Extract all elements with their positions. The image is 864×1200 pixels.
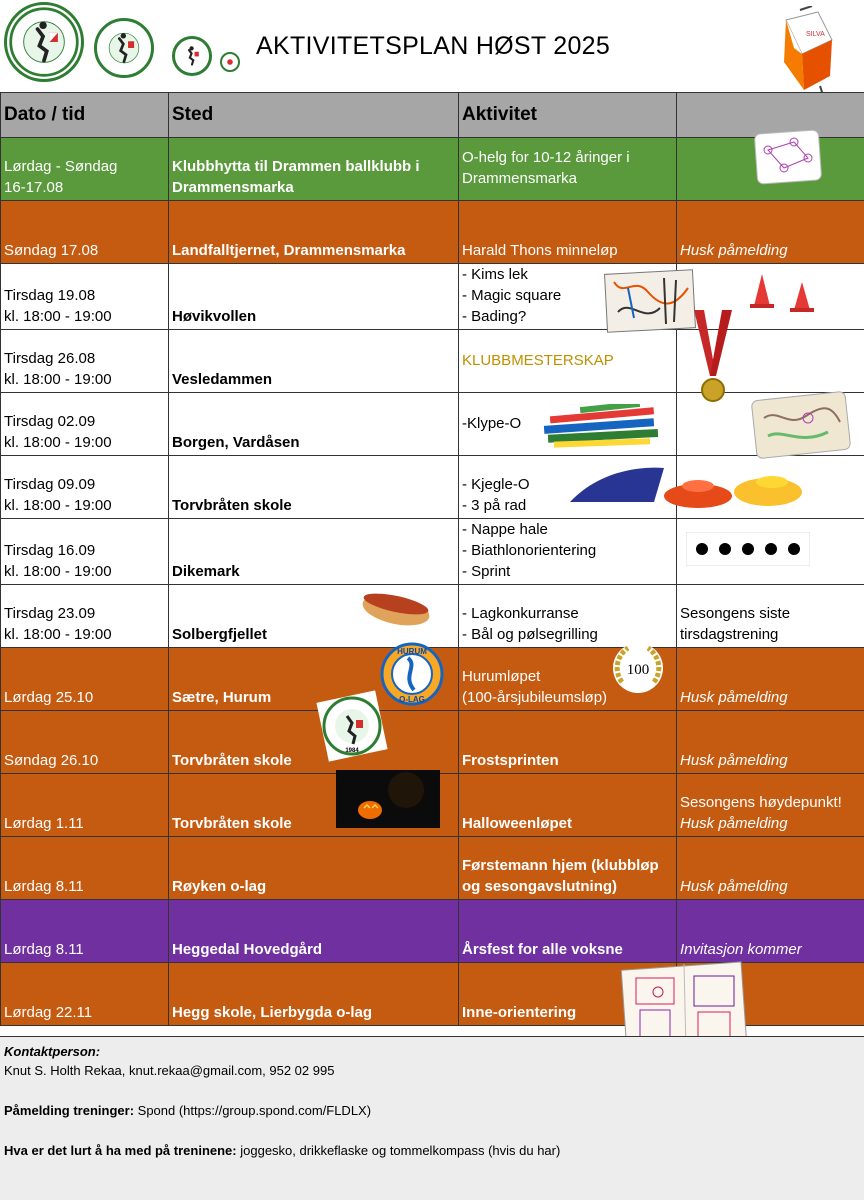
place-cell: Høvikvollen xyxy=(169,264,459,330)
activity-line: - 3 på rad xyxy=(462,497,527,514)
activity-cell: Førstemann hjem (klubbløp og sesongavslutning) xyxy=(459,837,677,900)
note-cell xyxy=(677,774,864,837)
activity-cell: Årsfest for alle voksne xyxy=(459,900,677,963)
activity-cell: Frostsprinten xyxy=(459,711,677,774)
date-cell: Søndag 26.10 xyxy=(1,711,169,774)
column-header-date: Dato / tid xyxy=(1,93,169,138)
contact-person: Knut S. Holth Rekaa, knut.rekaa@gmail.com, 952 02 995 xyxy=(4,1063,335,1078)
activity-cell xyxy=(459,330,677,393)
date-line: 16-17.08 xyxy=(4,179,64,196)
activity-line: - Sprint xyxy=(462,563,511,580)
date-cell: Lørdag 22.11 xyxy=(1,963,169,1026)
date-line: kl. 18:00 - 19:00 xyxy=(4,563,112,580)
hurum-bottom-label: O-LAG xyxy=(399,695,425,704)
place-cell: Klubbhytta til Drammen ballklubb i Drammensmarka xyxy=(169,138,459,201)
club-logo-small xyxy=(172,36,212,76)
club-logo-medium xyxy=(94,18,154,78)
activity-line: KLUBBMESTERSKAP xyxy=(462,351,614,369)
activity-cell: Halloweenløpet xyxy=(459,774,677,837)
table-row xyxy=(1,711,864,774)
activity-line: (100-årsjubileumsløp) xyxy=(462,689,608,706)
date-line: kl. 18:00 - 19:00 xyxy=(4,626,112,643)
place-cell: Sætre, Hurum xyxy=(169,648,459,711)
date-line: kl. 18:00 - 19:00 xyxy=(4,371,112,388)
orienteering-map-icon xyxy=(604,268,696,334)
note-cell: Sesongens siste tirsdagstrening xyxy=(677,585,864,648)
activity-cell: Inne-orientering xyxy=(459,963,677,1026)
date-cell xyxy=(1,585,169,648)
course-diagram-icon xyxy=(754,128,822,186)
orienteering-flag-icon xyxy=(780,6,838,98)
place-cell: Hegg skole, Lierbygda o-lag xyxy=(169,963,459,1026)
bring-info xyxy=(4,1141,860,1160)
activity-line: - Kjegle-O xyxy=(462,476,530,493)
jubilee-100-badge xyxy=(612,642,664,694)
date-line: kl. 18:00 - 19:00 xyxy=(4,434,112,451)
place-cell: Dikemark xyxy=(169,519,459,585)
activity-cell xyxy=(459,519,677,585)
signup-label: Påmelding treninger: xyxy=(4,1103,135,1118)
club-logo-large xyxy=(4,2,84,82)
club-logo-badge xyxy=(316,690,388,762)
table-row xyxy=(1,585,864,648)
bring-label: Hva er det lurt å ha med på treninene: xyxy=(4,1143,237,1158)
place-cell: Borgen, Vardåsen xyxy=(169,393,459,456)
column-header-activity: Aktivitet xyxy=(459,93,677,138)
note-cell: Invitasjon kommer xyxy=(677,900,864,963)
page-title: AKTIVITETSPLAN HØST 2025 xyxy=(256,32,611,60)
club-year-label: 1984 xyxy=(345,748,359,754)
date-cell xyxy=(1,393,169,456)
activity-line: - Lagkonkurranse xyxy=(462,605,579,622)
dots-icon xyxy=(686,532,810,566)
date-line: kl. 18:00 - 19:00 xyxy=(4,497,112,514)
note-cell: Husk påmelding xyxy=(677,711,864,774)
date-line: Lørdag - Søndag xyxy=(4,158,118,175)
cones-icon xyxy=(748,270,818,314)
hotdog-icon xyxy=(360,582,432,628)
place-cell: Torvbråten skole xyxy=(169,774,459,837)
activity-cell xyxy=(459,138,677,201)
date-line: Tirsdag 23.09 xyxy=(4,605,96,622)
date-cell: Lørdag 8.11 xyxy=(1,900,169,963)
date-cell xyxy=(1,138,169,201)
clothespins-icon xyxy=(540,404,664,452)
activity-line: - Biathlonorientering xyxy=(462,542,597,559)
date-cell: Lørdag 8.11 xyxy=(1,837,169,900)
signup-value: Spond (https://group.spond.com/FLDLX) xyxy=(134,1103,372,1118)
note-cell: Husk påmelding xyxy=(677,837,864,900)
page-header xyxy=(0,0,864,92)
flat-cones-icon xyxy=(568,462,808,510)
medal-icon xyxy=(688,306,738,406)
date-cell xyxy=(1,330,169,393)
activity-line: - Bål og pølsegrilling xyxy=(462,626,598,643)
date-line: Tirsdag 02.09 xyxy=(4,413,96,430)
activity-line: - Bading? xyxy=(462,308,527,325)
halloween-pumpkin-image xyxy=(336,770,440,828)
place-cell: Torvbråten skole xyxy=(169,456,459,519)
place-cell: Torvbråten skole xyxy=(169,711,459,774)
hurum-top-label: HURUM xyxy=(397,647,427,656)
note-cell: Husk påmelding xyxy=(677,201,864,264)
table-row xyxy=(1,138,864,201)
date-cell: Lørdag 25.10 xyxy=(1,648,169,711)
activity-line: - Nappe hale xyxy=(462,521,548,538)
date-line: Tirsdag 16.09 xyxy=(4,542,96,559)
place-cell: Landfalltjernet, Drammensmarka xyxy=(169,201,459,264)
date-cell: Lørdag 1.11 xyxy=(1,774,169,837)
jubilee-label: 100 xyxy=(626,662,650,678)
hurum-olag-logo xyxy=(380,642,444,706)
signup-info xyxy=(4,1101,860,1120)
contact-heading: Kontaktperson: xyxy=(4,1044,101,1059)
activity-line: O-helg for 10-12 åringer i Drammensmarka xyxy=(462,149,630,187)
club-logo-tiny xyxy=(220,52,240,72)
activity-cell: Harald Thons minneløp xyxy=(459,201,677,264)
date-cell xyxy=(1,456,169,519)
place-cell: Solbergfjellet xyxy=(169,585,459,648)
flag-label: SILVA xyxy=(806,31,825,38)
table-header-row xyxy=(1,93,864,138)
date-cell xyxy=(1,519,169,585)
activity-cell xyxy=(459,585,677,648)
date-line: Tirsdag 09.09 xyxy=(4,476,96,493)
place-cell: Vesledammen xyxy=(169,330,459,393)
map-board-icon xyxy=(748,388,854,462)
place-cell: Heggedal Hovedgård xyxy=(169,900,459,963)
activity-line: -Klype-O xyxy=(462,414,522,432)
note-cell: Husk påmelding xyxy=(677,648,864,711)
contact-section xyxy=(0,1036,864,1200)
column-header-place: Sted xyxy=(169,93,459,138)
date-cell: Søndag 17.08 xyxy=(1,201,169,264)
table-row xyxy=(1,900,864,963)
date-line: Tirsdag 19.08 xyxy=(4,287,96,304)
table-row xyxy=(1,201,864,264)
note-line: Sesongens høydepunkt! xyxy=(680,794,842,811)
note-line: Husk påmelding xyxy=(680,815,788,832)
activity-line: Hurumløpet xyxy=(462,668,541,685)
activity-line: - Magic square xyxy=(462,287,562,304)
table-row xyxy=(1,837,864,900)
place-cell: Røyken o-lag xyxy=(169,837,459,900)
activity-line: - Kims lek xyxy=(462,266,528,283)
date-cell xyxy=(1,264,169,330)
bring-value: joggesko, drikkeflaske og tommelkompass (hvis du har) xyxy=(236,1143,561,1158)
date-line: kl. 18:00 - 19:00 xyxy=(4,308,112,325)
date-line: Tirsdag 26.08 xyxy=(4,350,96,367)
